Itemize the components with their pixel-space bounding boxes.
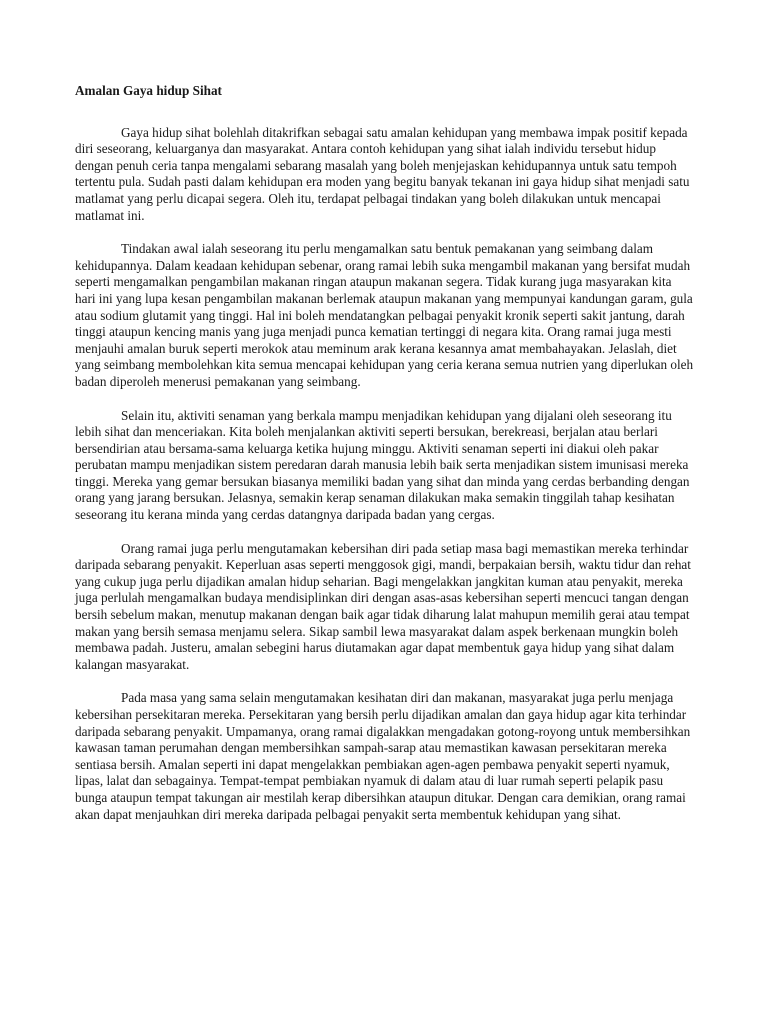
document-title: Amalan Gaya hidup Sihat bbox=[75, 83, 222, 98]
document-body bbox=[75, 83, 695, 840]
paragraph-5: Pada masa yang sama selain mengutamakan kesihatan diri dan makanan, masyarakat juga perlu menjaga kebersihan persekitaran mereka. Persekitaran yang bersih perlu dijadikan amalan dan gaya hidup agar kita terhindar daripada sebarang penyakit. Umpamanya, orang ramai digalakkan mengadakan gotong-royong untuk membersihkan kawasan taman perumahan dengan membersihkan sampah-sarap atau memastikan kawasan persekitaran mereka sentiasa bersih. Amalan seperti ini dapat mengelakkan pembiakan agen-agen pembawa penyakit seperti nyamuk, lipas, lalat dan sebagainya. Tempat-tempat pembiakan nyamuk di dalam atau di luar rumah seperti pelapik pasu bunga ataupun tempat takungan air mestilah kerap dibersihkan ataupun ditukar. Dengan cara demikian, orang ramai akan dapat menjauhkan diri mereka daripada pelbagai penyakit serta membentuk kehidupan yang sihat. bbox=[75, 690, 691, 822]
paragraph-2: Tindakan awal ialah seseorang itu perlu mengamalkan satu bentuk pemakanan yang seimbang dalam kehidupannya. Dalam keadaan kehidupan sebenar, orang ramai lebih suka mengambil makanan yang bersifat mudah seperti mengamalkan pengambilan makanan ringan ataupun makanan segera. Tidak kurang juga masyarakan kita hari ini yang lupa kesan pengambilan makanan berlemak ataupun makanan yang mempunyai kandungan garam, gula atau sodium glutamit yang tinggi. Hal ini boleh mendatangkan pelbagai penyakit kronik seperti sakit jantung, darah tinggi ataupun kencing manis yang juga menjadi punca kematian tertinggi di negara kita. Orang ramai juga mesti menjauhi amalan buruk seperti merokok atau meminum arak kerana kesannya amat membahayakan. Jelaslah, diet yang seimbang membolehkan kita semua mencapai kehidupan yang ceria kerana semua nutrien yang diperlukan oleh badan diperoleh menerusi pemakanan yang seimbang. bbox=[75, 241, 694, 389]
paragraph-3: Selain itu, aktiviti senaman yang berkala mampu menjadikan kehidupan yang dijalani oleh seseorang itu lebih sihat dan menceriakan. Kita boleh menjalankan aktiviti seperti bersukan, berekreasi, berjalan atau berlari bersendirian atau bersama-sama keluarga ketika hujung minggu. Aktiviti senaman seperti ini diakui oleh pakar perubatan mampu menjadikan sistem peredaran darah manusia lebih baik serta menjadikan sistem imunisasi mereka tinggi. Mereka yang gemar bersukan biasanya memiliki badan yang sihat dan minda yang cerdas berbanding dengan orang yang jarang bersukan. Jelasnya, semakin kerap senaman dilakukan maka semakin tinggilah tahap kesihatan seseorang itu kerana minda yang cerdas datangnya daripada badan yang cergas. bbox=[75, 407, 690, 523]
paragraph-4: Orang ramai juga perlu mengutamakan kebersihan diri pada setiap masa bagi memastikan mereka terhindar daripada sebarang penyakit. Keperluan asas seperti menggosok gigi, mandi, berpakaian bersih, waktu tidur dan rehat yang cukup juga perlu dijadikan amalan hidup seharian. Bagi mengelakkan jangkitan kuman atau penyakit, mereka juga perlulah mengamalkan budaya mendisiplinkan diri dengan asas-asas kebersihan seperti mencuci tangan dengan bersih sebelum makan, menutup makanan dengan baik agar tidak diharung lalat mahupun memilih gerai atau tempat makan yang bersih semasa menjamu selera. Sikap sambil lewa masyarakat dalam aspek berkenaan mungkin boleh membawa padah. Justeru, amalan sebegini harus diutamakan agar dapat membentuk gaya hidup yang sihat dalam kalangan masyarakat. bbox=[75, 540, 691, 672]
paragraph-1: Gaya hidup sihat bolehlah ditakrifkan sebagai satu amalan kehidupan yang membawa impak positif kepada diri seseorang, keluarganya dan masyarakat. Antara contoh kehidupan yang sihat ialah individu tersebut hidup dengan penuh ceria tanpa mengalami sebarang masalah yang boleh menjejaskan kehidupannya untuk satu tempoh tertentu pula. Sudah pasti dalam kehidupan era moden yang begitu banyak tekanan ini gaya hidup sihat menjadi satu matlamat yang perlu dicapai segera. Oleh itu, terdapat pelbagai tindakan yang boleh dilakukan untuk mencapai matlamat ini. bbox=[75, 124, 690, 223]
